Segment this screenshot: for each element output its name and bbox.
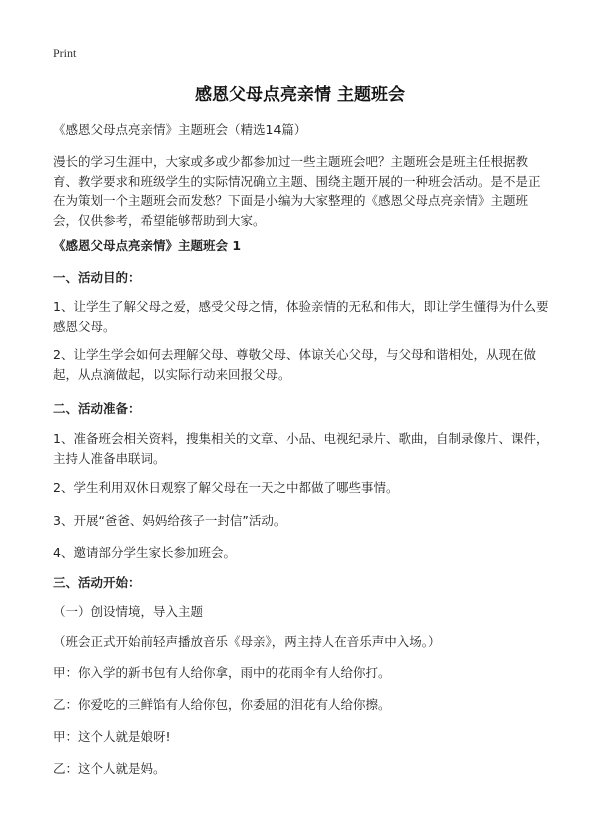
dialogue-yi-1: 乙：你爱吃的三鲜馅有人给你包，你委屈的泪花有人给你擦。: [53, 697, 391, 712]
page-title: 感恩父母点亮亲情 主题班会: [195, 85, 405, 105]
heading-start: 三、活动开始：: [53, 575, 141, 590]
prep-item-4: 4、邀请部分学生家长参加班会。: [53, 545, 236, 560]
prep-item-1: 1、准备班会相关资料，搜集相关的文章、小品、电视纪录片、歌曲，自制录像片、课件，主持人准备串联词。: [53, 431, 549, 466]
dialogue-yi-2: 乙：这个人就是妈。: [53, 761, 166, 776]
heading-goals: 一、活动目的：: [53, 270, 141, 285]
goal-item-2: 2、让学生学会如何去理解父母、尊敬父母、体谅关心父母，与父母和谐相处，从现在做起，从点滴做起，以实际行动来回报父母。: [53, 347, 536, 382]
goal-item-1: 1、让学生了解父母之爱，感受父母之情，体验亲情的无私和伟大，即让学生懂得为什么要感恩父母。: [53, 299, 549, 334]
dialogue-jia-1: 甲：你入学的新书包有人给你拿，雨中的花雨伞有人给你打。: [53, 665, 391, 680]
prep-item-3: 3、开展“爸爸、妈妈给孩子一封信”活动。: [53, 513, 287, 528]
section-title: 《感恩父母点亮亲情》主题班会 1: [53, 238, 242, 253]
heading-preparation: 二、活动准备：: [53, 401, 141, 416]
prep-item-2: 2、学生利用双休日观察了解父母在一天之中都做了哪些事情。: [53, 480, 399, 495]
intro-paragraph: 漫长的学习生涯中，大家或多或少都参加过一些主题班会吧？主题班会是班主任根据教育、教学要求和班级学生的实际情况确立主题、围绕主题开展的一种班会活动。是不是正在为策划一个主题班会而发愁？下面是小编为大家整理的《感恩父母点亮亲情》主题班会，仅供参考，希望能够帮助到大家。: [53, 154, 541, 228]
subtitle: 《感恩父母点亮亲情》主题班会（精选14篇）: [53, 122, 307, 137]
dialogue-jia-2: 甲：这个人就是娘呀!: [53, 729, 171, 744]
print-label: Print: [53, 46, 77, 60]
step-1: （一）创设情境，导入主题: [53, 604, 204, 619]
stage-note: （班会正式开始前轻声播放音乐《母亲》，两主持人在音乐声中入场。）: [53, 634, 441, 649]
